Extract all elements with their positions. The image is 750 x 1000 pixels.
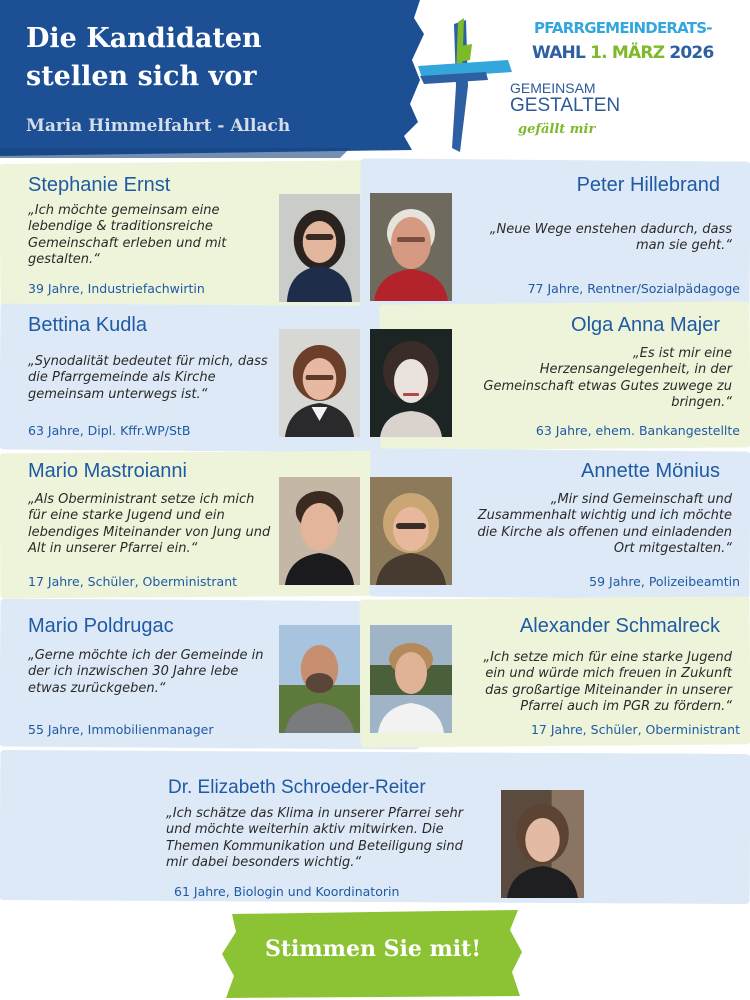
candidate-details: 55 Jahre, Immobilienmanager: [28, 722, 214, 737]
candidate-quote: „Ich möchte gemeinsam eine lebendige & traditionsreiche Gemeinschaft erleben und mit gestalten.“: [28, 203, 227, 268]
candidate-photo: [279, 194, 360, 302]
candidate-details: 61 Jahre, Biologin und Koordinatorin: [174, 884, 400, 899]
candidate-details: 59 Jahre, Polizeibeamtin: [589, 574, 740, 589]
logo-slogan-2: GESTALTEN: [510, 95, 621, 116]
candidate-quote: „Ich schätze das Klima in unserer Pfarrei sehr und möchte weiterhin aktiv mitwirken. Die Themen Kommunikation und Beteiligung sind mir dabei besonders wichtig.“: [166, 806, 464, 871]
candidate-details: 17 Jahre, Schüler, Oberministrant: [28, 574, 238, 589]
logo-election-date: WAHL 1. MÄRZ 2026: [532, 43, 714, 63]
candidate-quote: „Mir sind Gemeinschaft und Zusammenhalt wichtig und ich möchte die Kirche als offenen und einladenden Ort mitgestalten.“: [477, 492, 732, 557]
candidate-details: 63 Jahre, Dipl. Kffr.WP/StB: [28, 423, 191, 438]
parish-name: Maria Himmelfahrt - Allach: [26, 116, 291, 136]
candidate-quote: „Es ist mir eine Herzensangelegenheit, in der Gemeinschaft etwas Gutes zuwege zu bringen.“: [483, 346, 732, 411]
candidate-name: Annette Mönius: [581, 460, 720, 482]
candidate-details: 77 Jahre, Rentner/Sozialpädagoge: [527, 281, 740, 296]
candidate-quote: „Neue Wege enstehen dadurch, dass man sie geht.“: [489, 222, 732, 254]
candidate-photo: [501, 790, 584, 898]
candidate-name: Peter Hillebrand: [576, 174, 720, 196]
candidate-photo: [279, 477, 360, 585]
logo-election-title: PFARRGEMEINDERATS-: [534, 19, 712, 37]
candidate-quote: „Synodalität bedeutet für mich, dass die Pfarrgemeinde als Kirche gemeinsam unterwegs ist.“: [28, 354, 268, 402]
candidate-details: 63 Jahre, ehem. Bankangestellte: [535, 423, 740, 438]
candidate-photo: [370, 625, 452, 733]
candidate-photo: [370, 329, 452, 437]
logo-slogan-1: GEMEINSAM: [510, 80, 596, 96]
candidate-name: Mario Poldrugac: [28, 615, 174, 637]
logo-slogan-3: gefällt mir: [518, 122, 596, 137]
candidate-name: Stephanie Ernst: [28, 174, 171, 196]
candidate-quote: „Ich setze mich für eine starke Jugend ein und würde mich freuen in Zukunft das großartige Miteinander in unserer Pfarrei auch im PGR zu fördern.“: [483, 650, 732, 715]
cross-logo-icon: [416, 16, 516, 156]
candidate-quote: „Gerne möchte ich der Gemeinde in der ich inzwischen 30 Jahre lebe etwas zurückgeben.“: [28, 648, 264, 696]
page-title: Die Kandidaten stellen sich vor: [26, 23, 262, 92]
candidate-name: Olga Anna Majer: [571, 314, 720, 336]
candidate-quote: „Als Oberministrant setze ich mich für eine starke Jugend und ein lebendiges Miteinander von Jung und Alt in unserer Pfarrei ein.“: [28, 492, 271, 557]
vote-call-to-action: Stimmen Sie mit!: [265, 936, 481, 962]
candidate-photo: [279, 625, 360, 733]
candidate-photo: [370, 477, 452, 585]
candidate-details: 39 Jahre, Industriefachwirtin: [28, 281, 205, 296]
candidate-photo: [370, 193, 452, 301]
candidate-name: Mario Mastroianni: [28, 460, 187, 482]
candidate-name: Dr. Elizabeth Schroeder-Reiter: [168, 777, 426, 798]
candidate-name: Bettina Kudla: [28, 314, 147, 336]
candidate-details: 17 Jahre, Schüler, Oberministrant: [530, 722, 740, 737]
candidate-photo: [279, 329, 360, 437]
candidate-name: Alexander Schmalreck: [519, 615, 720, 637]
